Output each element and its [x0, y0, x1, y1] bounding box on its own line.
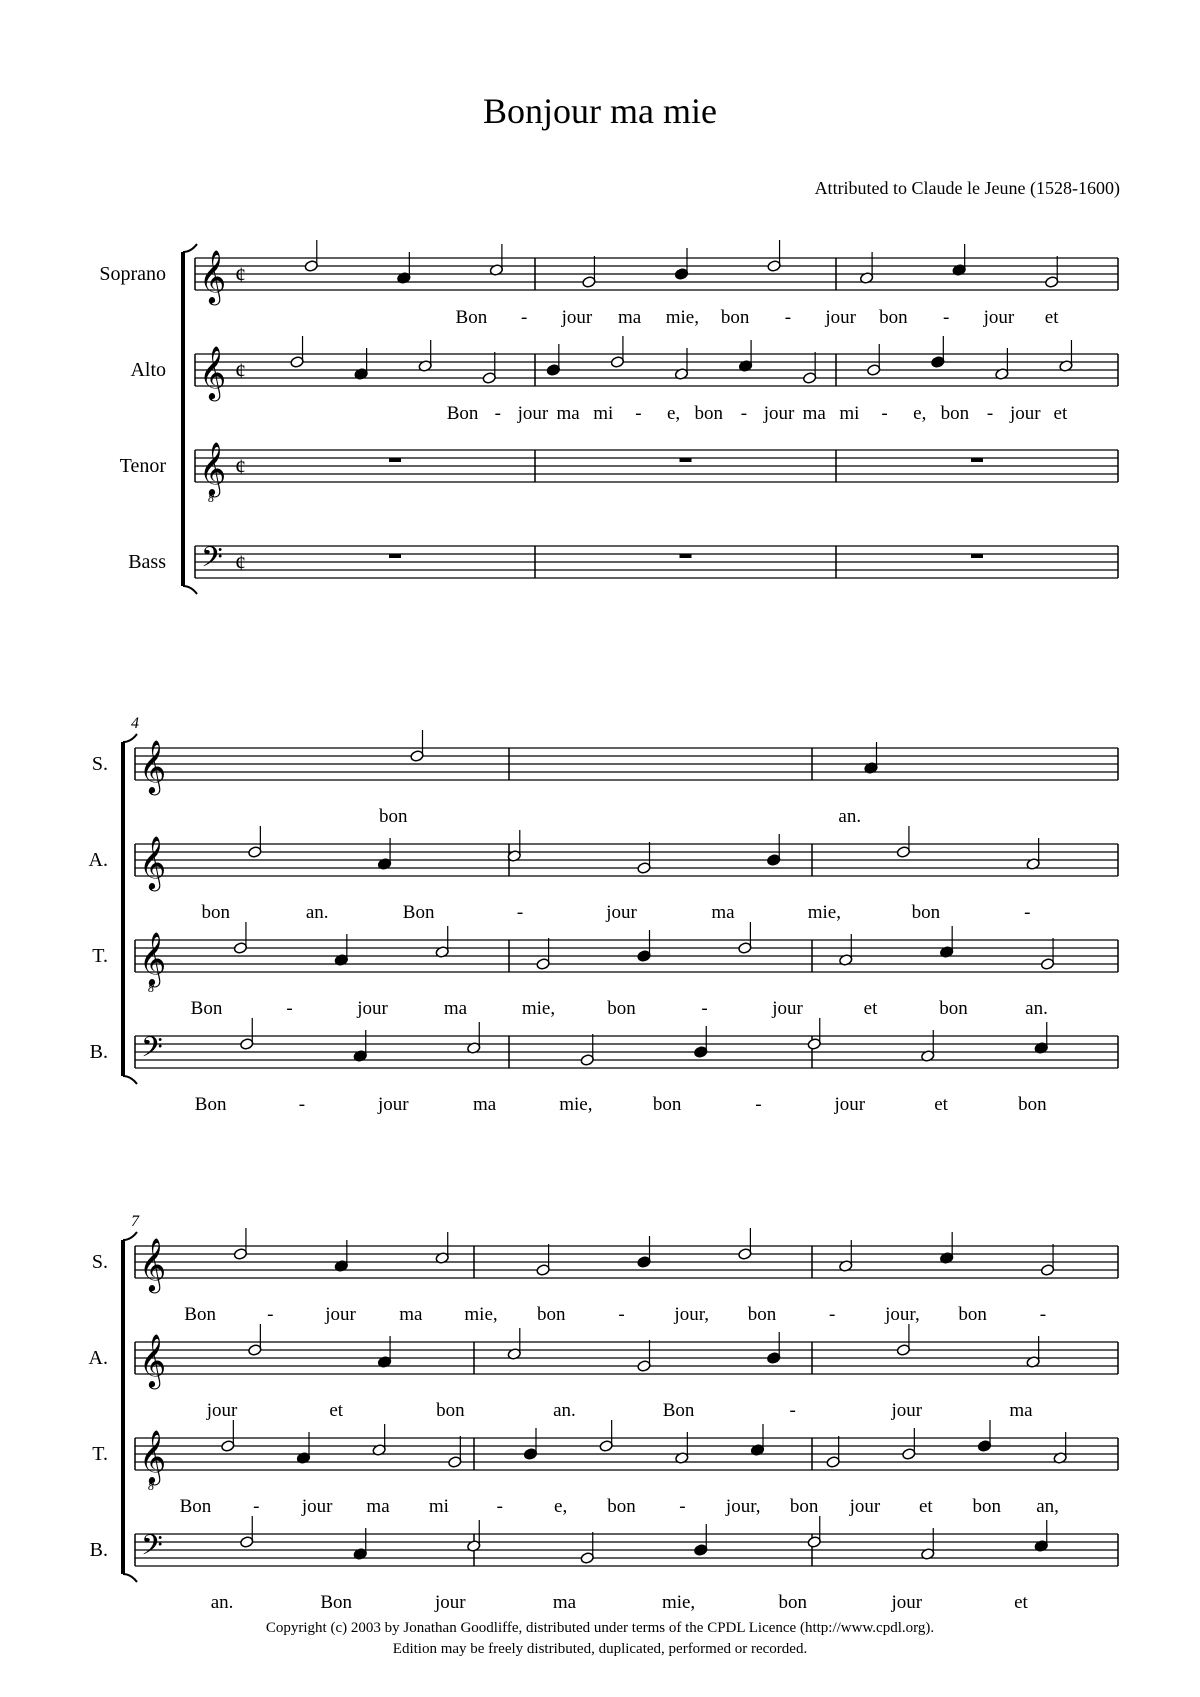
lyric-syllable: bon	[972, 1496, 1001, 1517]
treble-clef-icon: 𝄞	[139, 1335, 167, 1386]
lyric-syllable: ma	[618, 307, 642, 328]
lyric-syllable: mie,	[559, 1094, 593, 1115]
lyric-syllable: jour	[772, 998, 803, 1019]
voice-label: Soprano	[99, 263, 166, 285]
lyric-syllable: jour	[891, 1400, 923, 1421]
lyric-syllable: mie,	[665, 307, 699, 328]
voice-label: Alto	[130, 359, 166, 381]
treble-clef-icon: 𝄞	[199, 251, 227, 302]
measure-number: 7	[131, 1213, 139, 1230]
octave-marker: 8	[208, 491, 214, 505]
lyric-hyphen: -	[516, 902, 524, 923]
bass-clef-icon: 𝄢	[201, 543, 223, 580]
bracket-bottom-hook	[123, 1076, 137, 1084]
lyric-syllable: ma	[443, 998, 468, 1019]
lyric-syllable: jour	[849, 1496, 881, 1517]
lyric-hyphen: -	[618, 1304, 625, 1325]
time-signature: ¢	[235, 358, 246, 383]
lyric-syllable: jour	[606, 902, 637, 923]
lyric-hyphen: -	[1039, 1304, 1047, 1325]
lyric-syllable: Bon	[446, 403, 479, 424]
bracket-bottom-hook	[183, 586, 197, 594]
lyric-syllable: et	[918, 1496, 933, 1517]
lyric-syllable: bon	[201, 902, 230, 923]
octave-marker: 8	[148, 1479, 154, 1493]
voice-label: T.	[92, 1443, 108, 1465]
lyric-hyphen: -	[784, 307, 792, 328]
lyric-syllable: et	[329, 1400, 344, 1421]
lyric-syllable: bon	[652, 1094, 682, 1115]
whole-rest	[680, 554, 692, 558]
bass-clef-icon: 𝄢	[141, 1531, 163, 1568]
voice-label: T.	[92, 945, 108, 967]
bass-clef-icon: 𝄢	[141, 1033, 163, 1070]
lyric-syllable: Bon	[455, 307, 488, 328]
lyric-syllable: Bon	[184, 1304, 216, 1325]
score-title: Bonjour ma mie	[483, 91, 717, 131]
lyric-syllable: Bon	[320, 1592, 353, 1613]
time-signature: ¢	[235, 262, 246, 287]
lyric-syllable: Bon	[402, 902, 435, 923]
lyric-hyphen: -	[267, 1304, 274, 1325]
lyric-syllable: mie,	[521, 998, 556, 1019]
lyric-syllable: ma	[472, 1094, 497, 1115]
voice-label: B.	[89, 1539, 108, 1561]
lyric-syllable: Bon	[190, 998, 223, 1019]
lyric-syllable: bon	[939, 998, 968, 1019]
treble-clef-icon: 𝄞	[139, 837, 167, 888]
voice-label: S.	[91, 753, 108, 775]
lyric-syllable: bon	[778, 1592, 807, 1613]
lyric-syllable: bon	[958, 1304, 987, 1325]
time-signature: ¢	[235, 454, 246, 479]
lyric-hyphen: -	[789, 1400, 796, 1421]
lyric-syllable: jour	[983, 307, 1015, 328]
lyric-syllable: et	[1044, 307, 1059, 328]
lyric-syllable: ma	[556, 403, 580, 424]
lyric-syllable: jour	[325, 1304, 356, 1325]
lyric-syllable: Bon	[662, 1400, 695, 1421]
copyright-line: Copyright (c) 2003 by Jonathan Goodliffe, distributed under terms of the CPDL Licence (http://www.cpdl.org).	[265, 1620, 935, 1636]
bracket-top-hook	[123, 734, 137, 742]
lyric-syllable: bon	[720, 307, 750, 328]
lyric-syllable: Bon	[179, 1496, 212, 1517]
whole-rest	[971, 458, 983, 462]
whole-rest	[389, 458, 401, 462]
lyric-syllable: jour,	[725, 1496, 761, 1517]
treble-clef-icon: 𝄞	[139, 933, 167, 984]
lyric-syllable: an,	[1036, 1496, 1059, 1517]
lyric-syllable: jour	[763, 403, 795, 424]
lyric-syllable: bon	[537, 1304, 566, 1325]
lyric-syllable: bon	[789, 1496, 819, 1517]
lyric-syllable: jour	[561, 307, 593, 328]
bracket-bottom-hook	[123, 1574, 137, 1582]
lyric-syllable: Bon	[194, 1094, 227, 1115]
lyric-syllable: e,	[913, 403, 927, 424]
lyric-syllable: ma	[802, 403, 826, 424]
lyric-syllable: jour	[1009, 403, 1041, 424]
lyric-syllable: jour	[891, 1592, 923, 1613]
treble-clef-icon: 𝄞	[139, 1239, 167, 1290]
voice-label: A.	[88, 1347, 108, 1369]
whole-rest	[971, 554, 983, 558]
lyric-syllable: jour	[301, 1496, 333, 1517]
voice-label: S.	[91, 1251, 108, 1273]
lyric-syllable: et	[863, 998, 878, 1019]
lyric-syllable: ma	[552, 1592, 577, 1613]
lyric-syllable: mie,	[807, 902, 842, 923]
bracket-top-hook	[183, 244, 197, 252]
lyric-syllable: jour	[834, 1094, 866, 1115]
treble-clef-icon: 𝄞	[139, 1431, 167, 1482]
lyric-syllable: et	[1014, 1592, 1028, 1613]
lyric-syllable: an.	[553, 1400, 576, 1421]
lyric-syllable: mie,	[661, 1592, 696, 1613]
treble-clef-icon: 𝄞	[199, 443, 227, 494]
lyric-syllable: mi	[428, 1496, 449, 1517]
lyric-syllable: et	[934, 1094, 948, 1115]
lyric-hyphen: -	[496, 1496, 503, 1517]
lyric-hyphen: -	[986, 403, 994, 424]
lyric-syllable: bon	[379, 806, 408, 827]
lyric-syllable: jour	[206, 1400, 238, 1421]
lyric-syllable: bon	[694, 403, 723, 424]
lyric-hyphen: -	[755, 1094, 762, 1115]
lyric-syllable: bon	[607, 1496, 636, 1517]
lyric-hyphen: -	[701, 998, 708, 1019]
whole-rest	[389, 554, 401, 558]
lyric-syllable: e,	[554, 1496, 568, 1517]
lyric-syllable: bon	[940, 403, 970, 424]
bracket-top-hook	[123, 1232, 137, 1240]
lyric-hyphen: -	[829, 1304, 836, 1325]
lyric-syllable: bon	[1018, 1094, 1047, 1115]
lyric-syllable: an.	[305, 902, 329, 923]
lyric-syllable: bon	[879, 307, 908, 328]
octave-marker: 8	[148, 981, 154, 995]
lyric-syllable: e,	[666, 403, 681, 424]
lyric-syllable: et	[1053, 403, 1068, 424]
voice-label: A.	[88, 849, 108, 871]
lyric-syllable: bon	[747, 1304, 777, 1325]
lyric-syllable: jour	[825, 307, 856, 328]
lyric-syllable: mi	[839, 403, 860, 424]
whole-rest	[680, 458, 692, 462]
lyric-syllable: jour	[435, 1592, 466, 1613]
lyric-hyphen: -	[942, 307, 950, 328]
treble-clef-icon: 𝄞	[139, 741, 167, 792]
lyric-hyphen: -	[286, 998, 293, 1019]
lyric-syllable: mi	[593, 403, 614, 424]
lyric-hyphen: -	[881, 403, 888, 424]
lyric-hyphen: -	[740, 403, 748, 424]
lyric-syllable: jour	[377, 1094, 409, 1115]
composer-attribution: Attributed to Claude le Jeune (1528-1600)	[814, 178, 1120, 198]
lyric-syllable: an.	[1025, 998, 1048, 1019]
lyric-syllable: ma	[711, 902, 735, 923]
lyric-syllable: jour,	[885, 1304, 920, 1325]
voice-label: Tenor	[119, 455, 166, 477]
lyric-hyphen: -	[679, 1496, 686, 1517]
lyric-syllable: ma	[1009, 1400, 1033, 1421]
lyric-syllable: jour	[357, 998, 388, 1019]
lyric-syllable: bon	[911, 902, 941, 923]
lyric-syllable: an.	[210, 1592, 234, 1613]
copyright-footer	[0, 1618, 1200, 1660]
lyric-syllable: mie,	[464, 1304, 498, 1325]
treble-clef-icon: 𝄞	[199, 347, 227, 398]
lyric-hyphen: -	[1024, 902, 1031, 923]
lyric-hyphen: -	[494, 403, 501, 424]
license-line: Edition may be freely distributed, duplicated, performed or recorded.	[392, 1641, 808, 1657]
lyric-hyphen: -	[635, 403, 642, 424]
lyric-syllable: bon	[436, 1400, 465, 1421]
time-signature: ¢	[235, 550, 246, 575]
lyric-syllable: ma	[366, 1496, 390, 1517]
lyric-syllable: ma	[399, 1304, 423, 1325]
lyric-syllable: jour,	[674, 1304, 710, 1325]
voice-label: Bass	[128, 551, 166, 573]
lyric-syllable: an.	[838, 806, 862, 827]
lyric-hyphen: -	[298, 1094, 306, 1115]
lyric-hyphen: -	[520, 307, 528, 328]
lyric-syllable: jour	[517, 403, 549, 424]
measure-number: 4	[131, 715, 139, 732]
lyric-syllable: bon	[607, 998, 636, 1019]
voice-label: B.	[89, 1041, 108, 1063]
lyric-hyphen: -	[253, 1496, 260, 1517]
